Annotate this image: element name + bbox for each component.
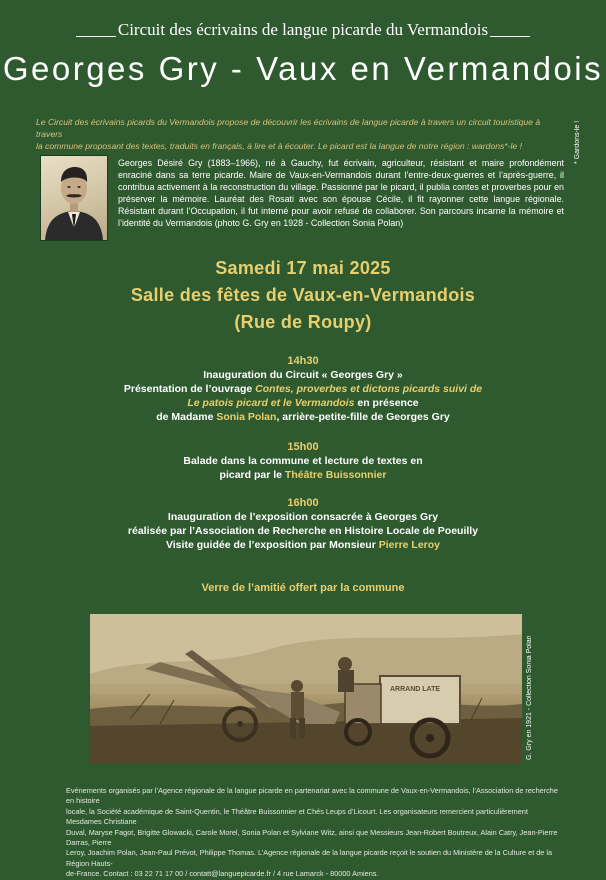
photo-caption: G. Gry en 1921 - Collection Sonia Polan (526, 635, 533, 760)
program-1500-line-2-a: picard par le (219, 469, 285, 481)
tractor-scene-icon (90, 614, 522, 764)
heading-rule-right (490, 36, 530, 37)
footer-line-1: Evénements organisés par l’Agence régionale de la langue picarde en partenariat avec la commune de Vaux-en-Vermandois, l’Association de recherche en histoire (66, 786, 558, 806)
tractor-photo (90, 614, 522, 764)
portrait-figure-icon (41, 156, 107, 240)
machine-label: ARRAND LATE (390, 686, 441, 693)
program-1430-line-2 (0, 382, 606, 396)
program-1430-line-3 (0, 396, 606, 410)
intro-text (36, 116, 566, 152)
program-1500-line-1: Balade dans la commune et lecture de textes en (183, 455, 423, 467)
time-1600: 16h00 (287, 497, 319, 509)
program-1430 (0, 354, 606, 424)
footer-line-4: Leroy, Joachim Polan, Jean-Paul Prévot, Philippe Thomas. L’Agence régionale de la langue picarde reçoit le soutien du Ministère de la Culture et de la Région Hauts- (66, 848, 553, 868)
intro-line-2: la commune proposant des textes, traduits en français, à lire et à écouter. Le picard est la langue de notre région : wardons*-le ! (36, 141, 522, 151)
footer-line-2: locale, la Société académique de Saint-Quentin, le Théâtre Buissonnier et Chés Leups d’Licourt. Les organisateurs remercient particulièrement Mesdames Christiane (66, 806, 528, 827)
biography-text: Georges Désiré Gry (1883–1966), né à Gauchy, fut écrivain, agriculteur, résistant et maire profondément enraciné dans sa terre picarde. Maire de Vaux-en-Vermandois durant l’entre-deux-guerres et l’après-guerre, il contribua activement à la reconstruction du village. Passionné par le picard, il publia contes et proverbes pour en préserver la mémoire. Lauréat des Rosati avec son épouse Cécile, il fit rayonner cette langue régionale. Résistant durant l’Occupation, il fut interné pour avoir refusé de collaborer. Son parcours incarne la mémoire et l’identité du Vermandois (photo G. Gry en 1928 - Collection Sonia Polan) (118, 158, 564, 229)
footer-credits (66, 786, 564, 880)
program-1430-line-4-a: de Madame (156, 411, 217, 423)
event-date: Samedi 17 mai 2025 (215, 258, 391, 278)
footer-line-3: Duval, Maryse Fagot, Brigitte Glowacki, Carole Morel, Sonia Polan et Sylviane Witz, ainsi que Messieurs Jean-Robert Boutreux, Alain Catry, Jean-Pierre Darras, Pierre (66, 827, 558, 848)
time-1500: 15h00 (287, 441, 319, 453)
program-1500 (0, 440, 606, 482)
guide-name: Pierre Leroy (378, 539, 441, 551)
program-1600-line-1: Inauguration de l’exposition consacrée à Georges Gry (167, 511, 439, 523)
program-1600 (0, 496, 606, 552)
book-title-part-1: Contes, proverbes et dictons picards suivi de (255, 383, 483, 395)
program-1430-line-4-c: , arrière-petite-fille de Georges Gry (276, 411, 450, 423)
program-1500-line-2 (0, 468, 606, 482)
time-1430: 14h30 (287, 355, 319, 367)
program-1600-line-2: réalisée par l’Association de Recherche en Histoire Locale de Poeuilly (127, 525, 479, 537)
event-place: Salle des fêtes de Vaux-en-Vermandois (130, 285, 476, 305)
intro-line-1: Le Circuit des écrivains picards du Vermandois propose de découvrir les écrivains de langue picarde à travers un circuit touristique à travers (36, 117, 541, 139)
page-title: Georges Gry - Vaux en Vermandois (2, 50, 604, 87)
program-1430-line-1: Inauguration du Circuit « Georges Gry » (203, 369, 403, 381)
program-1600-line-3-a: Visite guidée de l’exposition par Monsieur (165, 539, 379, 551)
program-1600-line-3 (0, 538, 606, 552)
series-text: Circuit des écrivains de langue picarde du Vermandois (117, 20, 489, 39)
footer-line-5: de-France. Contact : 03 22 71 17 00 / contatt@languepicarde.fr / 4 rue Lamarck - 80000 Amiens. (66, 869, 379, 879)
program-1430-line-3-b: en présence (354, 397, 419, 409)
event-street: (Rue de Roupy) (234, 312, 372, 332)
series-heading (0, 20, 606, 40)
guest-name: Sonia Polan (216, 411, 277, 423)
theatre-name: Théâtre Buissonnier (284, 469, 387, 481)
heading-rule-left (76, 36, 116, 37)
program-1430-line-2-a: Présentation de l’ouvrage (123, 383, 256, 395)
side-note: * Gardons-le ! (574, 120, 581, 164)
book-title-part-2: Le patois picard et le Vermandois (187, 397, 355, 409)
program-1430-line-4 (0, 410, 606, 424)
toast-notice: Verre de l’amitié offert par la commune (201, 582, 405, 594)
portrait-photo (40, 155, 108, 241)
